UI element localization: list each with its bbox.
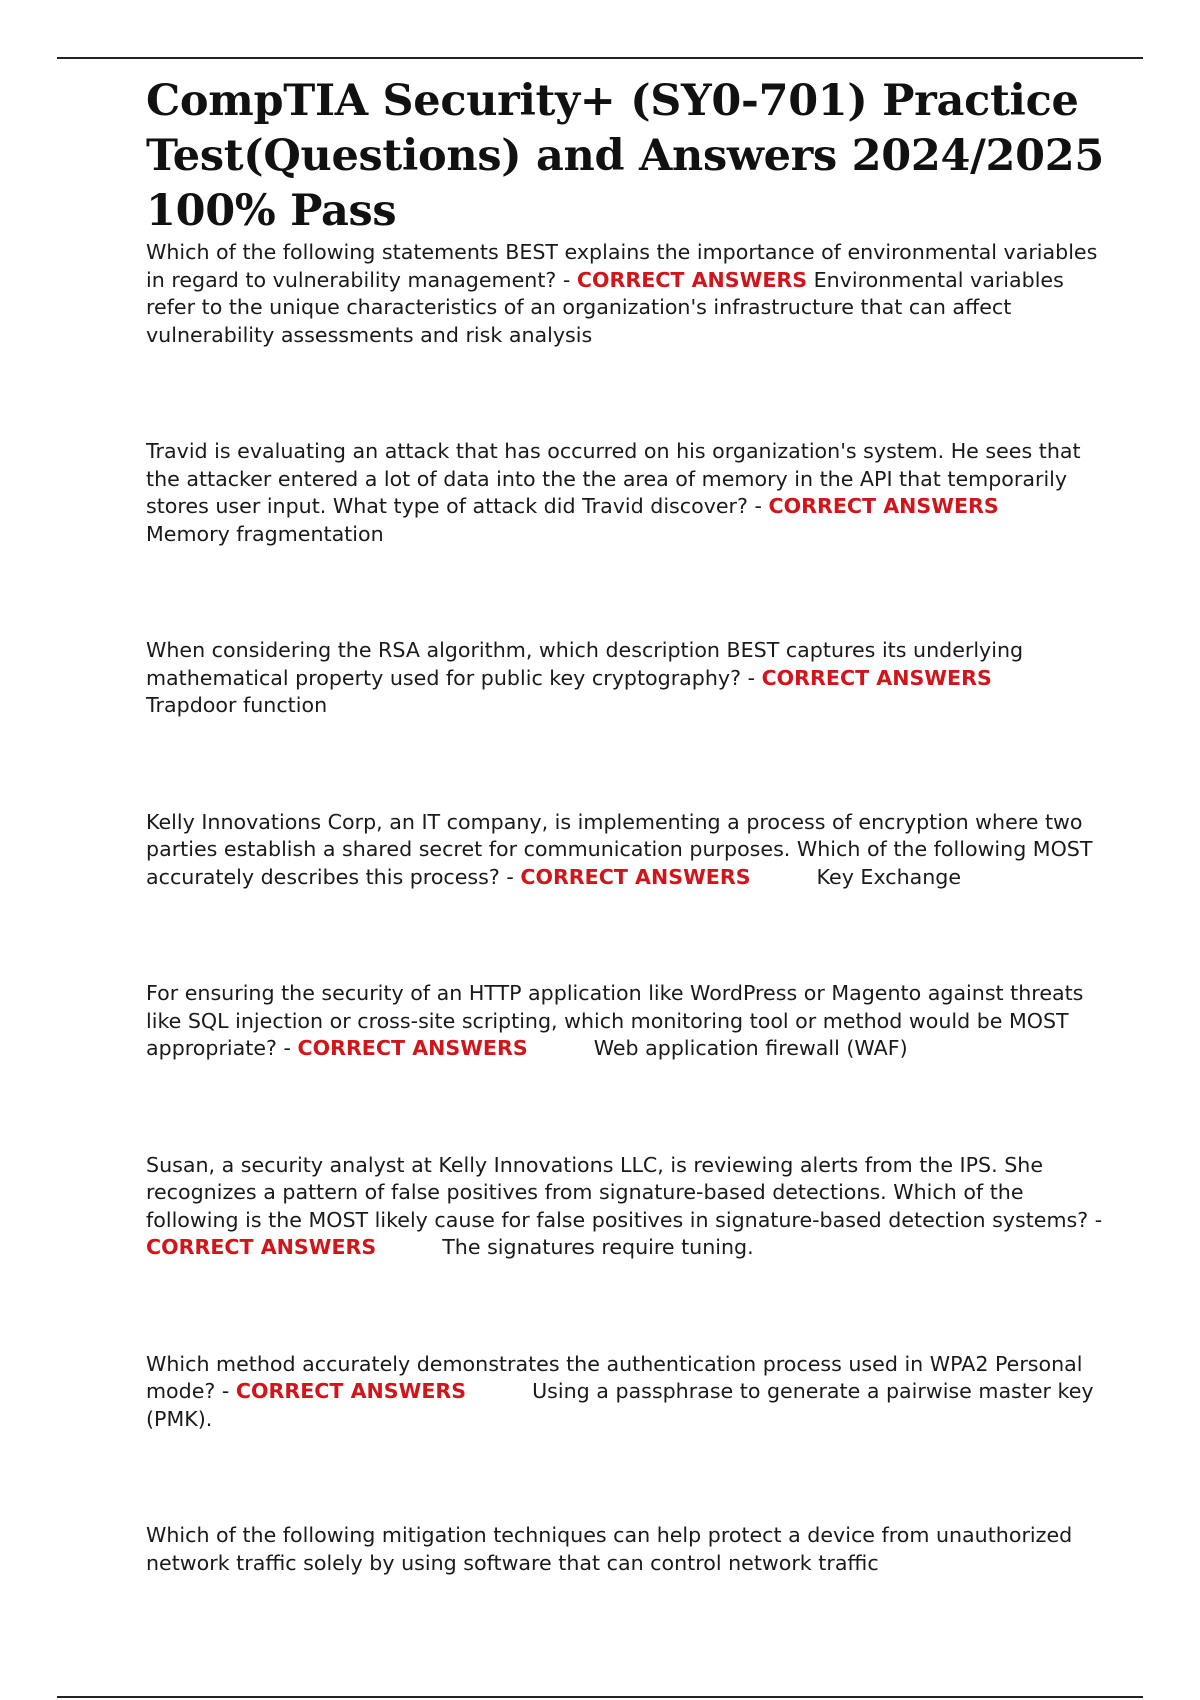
answer-text: The signatures require tuning. [442, 1235, 754, 1259]
separator: - [283, 1036, 291, 1060]
answer-text: Memory fragmentation [146, 521, 384, 546]
answer-text: Environmental variables refer to the unique characteristics of an organization's infrastructure that can affect vulnerability assessments and risk analysis [146, 267, 1064, 347]
question-text: When considering the RSA algorithm, which description BEST captures its underlying mathematical property used for public key cryptography? [146, 638, 1024, 690]
correct-answers-label: CORRECT ANSWERS [768, 494, 999, 518]
bottom-rule [57, 1696, 1143, 1698]
qa-item [146, 1152, 1106, 1262]
question-text: Which of the following mitigation techniques can help protect a device from unauthorized network traffic solely by using software that can control network traffic [146, 1523, 1073, 1575]
answer-text: Web application firewall (WAF) [593, 1036, 908, 1060]
qa-item [146, 438, 1106, 548]
qa-item [146, 637, 1106, 720]
document-body [146, 74, 1106, 1577]
qa-item [146, 239, 1106, 349]
separator: - [754, 494, 762, 518]
question-text: Travid is evaluating an attack that has occurred on his organization's system. He sees that the attacker entered a lot of data into the the area of memory in the API that temporarily stores user input. What type of attack did Travid discover? [146, 439, 1081, 518]
correct-answers-label: CORRECT ANSWERS [235, 1379, 467, 1403]
answer-text: Using a passphrase to generate a pairwise master key (PMK). [146, 1379, 1094, 1431]
question-text: Which of the following statements BEST explains the importance of environmental variables in regard to vulnerability management? [146, 240, 1098, 292]
separator: - [221, 1379, 230, 1403]
correct-answers-label: CORRECT ANSWERS [761, 665, 992, 690]
qa-item [146, 1522, 1106, 1577]
answer-text: Trapdoor function [146, 693, 328, 717]
question-text: Kelly Innovations Corp, an IT company, is implementing a process of encryption where two parties establish a shared secret for communication purposes. Which of the following MOST accurately describes this process? [146, 809, 1093, 889]
correct-answers-label: CORRECT ANSWERS [576, 267, 808, 292]
qa-item [146, 1351, 1106, 1434]
document-title: CompTIA Security+ (SY0-701) Practice Test(Questions) and Answers 2024/2025 100% Pass [146, 76, 1104, 236]
qa-item [146, 809, 1106, 892]
answer-text: Key Exchange [816, 864, 962, 889]
separator: - [506, 864, 514, 889]
separator: - [747, 665, 756, 690]
question-text: For ensuring the security of an HTTP application like WordPress or Magento against threats like SQL injection or cross-site scripting, which monitoring tool or method would be MOST appropriate? [146, 981, 1084, 1060]
top-rule [57, 57, 1143, 59]
correct-answers-label: CORRECT ANSWERS [146, 1235, 377, 1259]
separator: - [562, 267, 571, 292]
qa-item [146, 980, 1106, 1063]
separator: - [1094, 1207, 1103, 1232]
question-text: Which method accurately demonstrates the authentication process used in WPA2 Personal mode? [146, 1351, 1083, 1403]
correct-answers-label: CORRECT ANSWERS [520, 864, 751, 889]
correct-answers-label: CORRECT ANSWERS [297, 1036, 528, 1060]
question-text: Susan, a security analyst at Kelly Innovations LLC, is reviewing alerts from the IPS. She recognizes a pattern of false positives from signature-based detections. Which of the following is the MOST likely cause for false positives in signature-based detection systems? [146, 1152, 1089, 1232]
